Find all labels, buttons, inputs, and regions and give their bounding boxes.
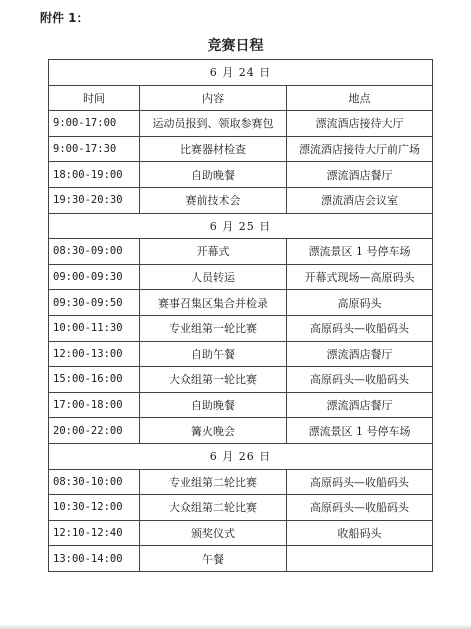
cell-location: 漂流酒店餐厅 bbox=[287, 341, 433, 367]
cell-time: 09:00-09:30 bbox=[49, 264, 140, 290]
cell-location: 高原码头—收船码头 bbox=[287, 495, 433, 521]
cell-time: 12:10-12:40 bbox=[49, 520, 140, 546]
table-row bbox=[49, 341, 433, 367]
table-row bbox=[49, 469, 433, 495]
cell-location: 漂流酒店接待大厅 bbox=[287, 111, 433, 137]
day-header-row bbox=[49, 443, 433, 469]
header-content: 内容 bbox=[140, 85, 287, 111]
cell-location: 漂流景区 1 号停车场 bbox=[287, 239, 433, 265]
cell-time: 10:00-11:30 bbox=[49, 315, 140, 341]
cell-time: 19:30-20:30 bbox=[49, 187, 140, 213]
day-header-row bbox=[49, 213, 433, 239]
attachment-label: 附件 1： bbox=[40, 11, 89, 25]
table-row bbox=[49, 264, 433, 290]
cell-time: 17:00-18:00 bbox=[49, 392, 140, 418]
table-row bbox=[49, 495, 433, 521]
cell-time: 12:00-13:00 bbox=[49, 341, 140, 367]
column-header-row bbox=[49, 85, 433, 111]
cell-location: 漂流酒店餐厅 bbox=[287, 392, 433, 418]
cell-location bbox=[287, 546, 433, 572]
cell-content: 赛事召集区集合并检录 bbox=[140, 290, 287, 316]
cell-time: 15:00-16:00 bbox=[49, 367, 140, 393]
cell-content: 大众组第一轮比赛 bbox=[140, 367, 287, 393]
cell-location: 高原码头—收船码头 bbox=[287, 367, 433, 393]
page-title: 竞赛日程 bbox=[207, 38, 264, 54]
cell-time: 9:00-17:00 bbox=[49, 111, 140, 137]
table-row bbox=[49, 239, 433, 265]
cell-content: 午餐 bbox=[140, 546, 287, 572]
cell-content: 自助晚餐 bbox=[140, 162, 287, 188]
cell-location: 高原码头 bbox=[287, 290, 433, 316]
cell-location: 漂流酒店餐厅 bbox=[287, 162, 433, 188]
cell-time: 09:30-09:50 bbox=[49, 290, 140, 316]
cell-content: 自助午餐 bbox=[140, 341, 287, 367]
cell-content: 人员转运 bbox=[140, 264, 287, 290]
cell-content: 开幕式 bbox=[140, 239, 287, 265]
day-header-row bbox=[49, 60, 433, 86]
cell-location: 收船码头 bbox=[287, 520, 433, 546]
table-row bbox=[49, 290, 433, 316]
cell-time: 10:30-12:00 bbox=[49, 495, 140, 521]
table-row bbox=[49, 111, 433, 137]
cell-time: 18:00-19:00 bbox=[49, 162, 140, 188]
cell-location: 开幕式现场—高原码头 bbox=[287, 264, 433, 290]
schedule-table bbox=[48, 59, 433, 572]
cell-content: 赛前技术会 bbox=[140, 187, 287, 213]
cell-content: 篝火晚会 bbox=[140, 418, 287, 444]
cell-content: 专业组第一轮比赛 bbox=[140, 315, 287, 341]
table-row bbox=[49, 520, 433, 546]
cell-location: 高原码头—收船码头 bbox=[287, 469, 433, 495]
table-row bbox=[49, 162, 433, 188]
cell-content: 专业组第二轮比赛 bbox=[140, 469, 287, 495]
table-row bbox=[49, 418, 433, 444]
cell-time: 08:30-09:00 bbox=[49, 239, 140, 265]
cell-content: 颁奖仪式 bbox=[140, 520, 287, 546]
cell-time: 20:00-22:00 bbox=[49, 418, 140, 444]
cell-content: 比赛器材检查 bbox=[140, 136, 287, 162]
cell-location: 漂流景区 1 号停车场 bbox=[287, 418, 433, 444]
header-location: 地点 bbox=[287, 85, 433, 111]
cell-location: 漂流酒店接待大厅前广场 bbox=[287, 136, 433, 162]
day-date: 6 月 24 日 bbox=[49, 60, 433, 86]
table-row bbox=[49, 136, 433, 162]
header-time: 时间 bbox=[49, 85, 140, 111]
cell-time: 08:30-10:00 bbox=[49, 469, 140, 495]
cell-location: 漂流酒店会议室 bbox=[287, 187, 433, 213]
day-date: 6 月 26 日 bbox=[49, 443, 433, 469]
cell-time: 9:00-17:30 bbox=[49, 136, 140, 162]
table-row bbox=[49, 187, 433, 213]
cell-location: 高原码头—收船码头 bbox=[287, 315, 433, 341]
table-row bbox=[49, 392, 433, 418]
table-row bbox=[49, 546, 433, 572]
page-bottom-shadow bbox=[0, 624, 471, 629]
cell-time: 13:00-14:00 bbox=[49, 546, 140, 572]
cell-content: 自助晚餐 bbox=[140, 392, 287, 418]
cell-content: 大众组第二轮比赛 bbox=[140, 495, 287, 521]
day-date: 6 月 25 日 bbox=[49, 213, 433, 239]
cell-content: 运动员报到、领取参赛包 bbox=[140, 111, 287, 137]
table-row bbox=[49, 315, 433, 341]
table-row bbox=[49, 367, 433, 393]
